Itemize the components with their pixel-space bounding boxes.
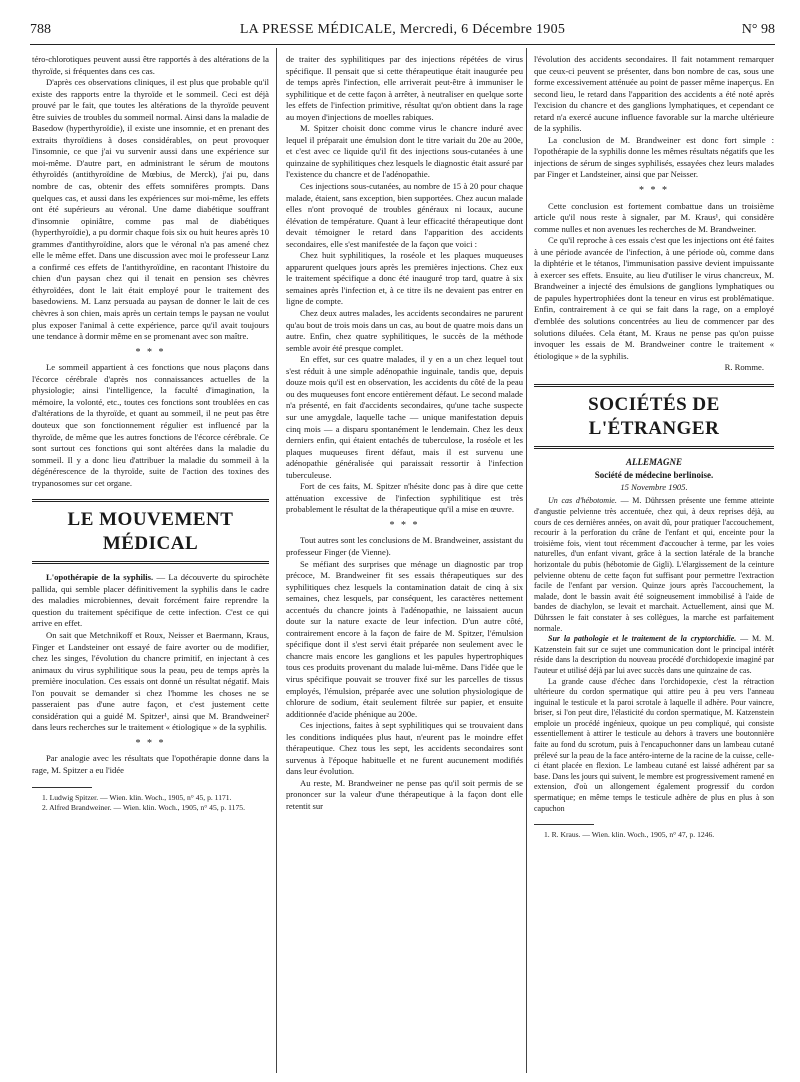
paragraph: La conclusion de M. Brandweiner est donc fort simple : l'opothérapie de la syphilis donne les mêmes résultats négatifs que les injections de sérum de singes syphilisés, essayées chez leurs malades par Finger et Landsteiner, ainsi que par Neisser.	[534, 134, 774, 180]
paragraph: Tout autres sont les conclusions de M. Brandweiner, assistant du professeur Finger (de Vienne).	[286, 535, 523, 557]
paragraph: Le sommeil appartient à ces fonctions que nous plaçons dans l'écorce cérébrale d'après nos connaissances actuelles de la physiologie; ainsi l'intelligence, la faculté d'imagination, la mémoire, la volonté, etc., toutes ces fonctions sont troublées en cas d'altérations de la thyroïde, et quant au sommeil, il ne peut pas être douteux que son fonctionnement régulier est influencé par la thyroïde, de même que les autres fonctions de l'écorce cérébrale. Ce sont surtout ces fonctions qui sont altérées dans la maladie du sommeil. Il y a donc lieu d'attribuer la maladie du sommeil à la dégénérescence de la thyroïde, suite de l'action des toxines des trypanosomes sur cet organe.	[32, 362, 269, 488]
section-separator: * * *	[389, 519, 420, 531]
paragraph: Ce qu'il reproche à ces essais c'est que les injections ont été faites à une période avancée de l'infection, à une période où, comme dans la diphtérie et le tétanos, l'immunisation passive devient impuissante à exercer ses effets. Ensuite, au lieu d'utiliser le virus chancreux, M. Brandweiner a injecté des émulsions de ganglions lymphatiques ou de papules hypertrophiées dont la teneur en virus est problématique. Enfin, contrairement à ce qui se fait dans la rage, on a employé d'emblée des solutions concentrées au lieu de commencer par des solutions diluées. Cela étant, M. Kraus ne pense pas qu'on puisse invoquer les essais de M. Brandweiner contre le traitement « étiologique » de la syphilis.	[534, 235, 774, 361]
section-separator: * * *	[135, 737, 166, 749]
paragraph: Ces injections sous-cutanées, au nombre de 15 à 20 pour chaque malade, étaient, sans exception, bien supportées. Chez aucun malade elles n'ont provoqué de troubles généraux ni locaux, aucune élévation de température. Quant à leur efficacité thérapeutique dont devait témoigner le retard dans l'apparition des accidents secondaires, elle s'est manifestée de la façon que voici :	[286, 181, 523, 249]
paragraph: Ces injections, faites à sept syphilitiques qui se trouvaient dans les conditions indiquées plus haut, n'eurent pas le moindre effet thérapeutique. Chez tous les sept, les accidents secondaires sont survenus à l'époque habituelle et ne furent aucunement modifiés dans leur évolution.	[286, 720, 523, 777]
paragraph: Par analogie avec les résultats que l'opothérapie donne dans la rage, M. Spitzer a eu l'idée	[32, 753, 269, 775]
paragraph: de traiter des syphilitiques par des injections répétées de virus spécifique. Il pensait que si cette thérapeutique était inaugurée peu de temps après l'infection, elle arriverait peut-être à immuniser le syphilitique et de cette façon à arrêter, à neutraliser en quelque sorte les effets de l'infection primitive, résultat qu'on obtient dans la rage au moyen d'injections de moelles rabiques.	[286, 54, 523, 122]
paragraph: l'évolution des accidents secondaires. Il fait notamment remarquer que ceux-ci peuvent se présenter, dans bon nombre de cas, sous une forme excessivement atténuée au point de passer même inaperçus. En second lieu, le retard dans l'apparition des accidents a été noté après l'excision du chancre et des ganglions lymphatiques, et cependant ce retard n'a exercé aucune influence favorable sur la marche ultérieure de la syphilis.	[534, 54, 774, 134]
report-title: Un cas d'hébotomie.	[548, 496, 617, 506]
footnote: 1. Ludwig Spitzer. — Wien. klin. Woch., 1905, n° 45, p. 1171.	[42, 792, 232, 802]
paragraph: — La découverte du spirochète pallida, qui semble placer définitivement la syphilis dans le cadre des maladies microbiennes, devait forcément faire reprendre la question du traitement spécifique de cette infection. C'est ce qui arrive en effet.	[32, 572, 269, 629]
paragraph: M. Spitzer choisit donc comme virus le chancre induré avec lequel il préparait une émulsion dont le titre variait du 20e au 200e, et c'est avec ce liquide qu'il fit des injections sous-cutanées à une quinzaine de syphilitiques chez lesquels le diagnostic était assuré par l'existence du chancre et de l'adénopathie.	[286, 123, 523, 180]
paragraph: La grande cause d'échec dans l'orchidopexie, c'est la rétraction ultérieure du cordon spermatique qui attire peu à peu vers l'anneau inguinal le testicule et la paroi scrotale à laquelle il adhère. Pour vaincre, briser, si l'on peut dire, l'élasticité du cordon spermatique, M. Katzenstein emploie un procédé ingénieux, quoique un peu compliqué, qui consiste essentiellement à attirer le testicule au dehors à travers une boutonnière faite au fond du scrotum, puis à l'encapuchonner dans un lambeau cutané prélevé sur la peau de la face antéro-interne de la racine de la cuisse, celle-ci étant placée en flexion. Le lambeau cutané est laissé adhérent par sa base. Dans les jours qui suivent, le membre est progressivement ramené en extension, d'où un allongement également progressif du cordon spermatique; en même temps le testicule adhère de plus en plus à son capuchon	[534, 676, 774, 813]
column-2	[286, 54, 523, 1074]
section-title: LE MOUVEMENT MÉDICAL	[32, 499, 269, 564]
header-rule	[30, 44, 775, 45]
report-title: Sur la pathologie et le traitement de la cryptorchidie.	[548, 634, 737, 644]
column-1	[32, 54, 269, 1074]
paragraph: Se méfiant des surprises que ménage un diagnostic par trop précoce, M. Brandweiner fit ses essais thérapeutiques sur des syphilitiques chez lesquels la contamination datait de cinq à six semaines, chez lesquels, par conséquent, les caractères nettement accentués du chancre joints à l'adénopathie, ne laissaient aucun doute sur la nature exacte de leur infection. D'un autre côté, contrairement encore à la façon de faire de M. Spitzer, l'émulsion spécifique dont il s'est servi était préparée non seulement avec le chancre mais encore les ganglions et les papules hypertrophiques tous ces produits provenant du malade lui-même. Dans l'idée que le virus spécifique pouvait se trouver fixé sur les parcelles de tissus employés, l'émulsion, préparée avec une solution physiologique de chlorure de sodium, était seulement filtrée sur papier, et ensuite additionnée d'acide phénique au 200e.	[286, 558, 523, 719]
page-number: 788	[30, 22, 51, 37]
column-3	[534, 54, 774, 1074]
paragraph: Chez huit syphilitiques, la roséole et les plaques muqueuses apparurent quelques jours après les premières injections. Chez eux le traitement spécifique a donc été inauguré trop tard, quatre à six semaines après l'infection et, à ce titre ils ne devaient pas entrer en ligne de compte.	[286, 250, 523, 307]
section-title: SOCIÉTÉS DE L'ÉTRANGER	[534, 384, 774, 449]
author-signature: R. Romme.	[724, 362, 764, 373]
footnote: 2. Alfred Brandweiner. — Wien. klin. Woch., 1905, n° 45, p. 1175.	[42, 802, 245, 812]
column-divider-1	[276, 48, 277, 1073]
footnote-rule	[32, 787, 92, 788]
paragraph: On sait que Metchnikoff et Roux, Neisser et Baermann, Kraus, Finger et Landsteiner ont essayé de faire avorter ou de modifier, chez les singes, l'évolution du chancre primitif, en injectant à ces animaux du virus syphilitique sous la peau, peu de temps après la première inoculation. Ces essais ont donné un résultat négatif. Mais l'on pouvait se demander si chez l'homme les choses ne se passeraient pas d'une autre façon, et c'est justement cette considération qui a guidé M. Spitzer¹, ainsi que M. Brandweiner² dans leurs recherches sur le traitement « étiologique » de la syphilis.	[32, 629, 269, 733]
paragraph: — M. M. Katzenstein fait sur ce sujet une communication dont le principal intérêt réside dans la description du nouveau procédé d'orchidopexie imaginé par l'auteur et utilisé déjà par lui avec succès dans une quinzaine de cas.	[534, 634, 774, 675]
section-separator: * * *	[135, 346, 166, 358]
paragraph: Fort de ces faits, M. Spitzer n'hésite donc pas à dire que cette atténuation excessive de l'infection syphilitique est très probablement le résultat de la thérapeutique qu'il a mise en œuvre.	[286, 481, 523, 515]
paragraph: — M. Dührssen présente une femme atteinte d'angustie pelvienne très accentuée, chez qui, à deux reprises déjà, au cours de ces dernières années, on avait dû, pour pratiquer l'accouchement, recourir à la perforation du crâne de l'enfant et qui, enceinte pour la troisième fois, vient tout récemment d'accoucher à terme, par les voies naturelles, d'un enfant vivant, grâce à la section latérale de la branche horizontale du pubis (hébotomie de Gigli). L'élargissement de la ceinture pelvienne obtenu de cette façon fut suffisant pour permettre l'extraction facile de l'enfant par version. Quinze jours après l'accouchement, la malade, dont le bassin avait été soigneusement immobilisé à l'aide de bandes de diachylon, se levait et marchait. Actuellement, ainsi que M. Dührssen le fait constater à ses collègues, la marche est parfaitement normale.	[534, 496, 774, 633]
article-subhead: L'opothérapie de la syphilis.	[46, 572, 154, 583]
session-date: 15 Novembre 1905.	[620, 481, 688, 492]
running-title: LA PRESSE MÉDICALE, Mercredi, 6 Décembre 1905	[239, 22, 566, 37]
paragraph: téro-chlorotiques peuvent aussi être rapportés à des altérations de la thyroïde, si fréquentes dans ces cas.	[32, 54, 269, 76]
paragraph: D'après ces observations cliniques, il est plus que probable qu'il existe des rapports entre la thyroïde et le sommeil. Ceci est déjà prouvé par le fait, que toutes les altérations de la thyroïde peuvent être suivies de troubles du sommeil normal. Ainsi dans la maladie de Basedow (hyperthyroïdie), il existe une insomnie, et en prenant des extraits thyroïdiens à doses considérables, on peut provoquer l'insomnie, ce que j'ai vu survenir aussi dans une expérience sur moi-même. D'autre part, en administrant le sérum de moutons éthyroïdés (antithyroïdine de Mœbius, de Merck), j'ai pu, dans nombre de cas, obtenir des effets somnifères prompts. Dans quelques cas, et aussi dans les expériences sur moi-même, les effets ont été supérieurs au véronal. Une dame diabétique souffrant d'insomnie opiniâtre, comme pas mal de diabétiques (hyperthyroïdie), a pu dormir chaque fois six ou huit heures après 10 grammes d'antithyroïdine, alors que le véronal n'a pas amené chez elle le même effet. Dans une discussion avec moi le professeur Lanz a confirmé ces effets de l'antithyroïdine, en racontant l'histoire du chien d'un paysan chez qui il tenait en pension ses chèvres éthyroïdées, dont le lait était employé pour le traitement des basedowiens. M. Lanz persuada au paysan de donner le lait de ces chèvres à son chien, mais après un certain temps le paysan ne voulut plus exposer l'animal à cette expérience, parce qu'il avait toujours une tendance à dormir même en se promenant avec son maître.	[32, 77, 269, 342]
footnote: 1. R. Kraus. — Wien. klin. Woch., 1905, n° 47, p. 1246.	[544, 830, 715, 840]
society-heading: Société de médecine berlinoise.	[594, 470, 714, 481]
country-heading: ALLEMAGNE	[625, 456, 682, 467]
paragraph: Chez deux autres malades, les accidents secondaires ne parurent qu'au bout de trois mois dans un cas, au bout de quatre mois dans un autre. Enfin, chez quatre syphilitiques, le succès de la méthode semble avoir été presque complet.	[286, 308, 523, 353]
issue-number: N° 98	[741, 22, 775, 37]
page-header	[30, 22, 775, 42]
footnote-rule	[534, 824, 594, 825]
column-divider-2	[526, 48, 527, 1073]
paragraph: En effet, sur ces quatre malades, il y en a un chez lequel tout s'est réduit à une simple adénopathie inguinale, tandis que, depuis douze mois qu'il est en observation, les accidents du côté de la peau ou des muqueuses font encore entièrement défaut. Le second malade n'a présenté, en fait d'accidents secondaires, qu'une tache suspecte sur une amygdale, laquelle tache — unique manifestation depuis cinq mois — a disparu spontanément le lendemain. Chez les deux derniers enfin, qui étaient entachés de tuberculose, la roséole et les plaques muqueuses firent défaut, mais il est survenu une adénopathie généralisée qui paraissait ressortir à l'infection tuberculeuse.	[286, 354, 523, 480]
paragraph: Au reste, M. Brandweiner ne pense pas qu'il soit permis de se prononcer sur la valeur d'une thérapeutique à la façon dont elle retentit sur	[286, 777, 523, 811]
section-separator: * * *	[639, 185, 669, 197]
paragraph: Cette conclusion est fortement combattue dans un troisième article qu'il nous reste à signaler, par M. Kraus¹, qui considère comme nulles et non avenues les recherches de M. Brandweiner.	[534, 200, 774, 234]
